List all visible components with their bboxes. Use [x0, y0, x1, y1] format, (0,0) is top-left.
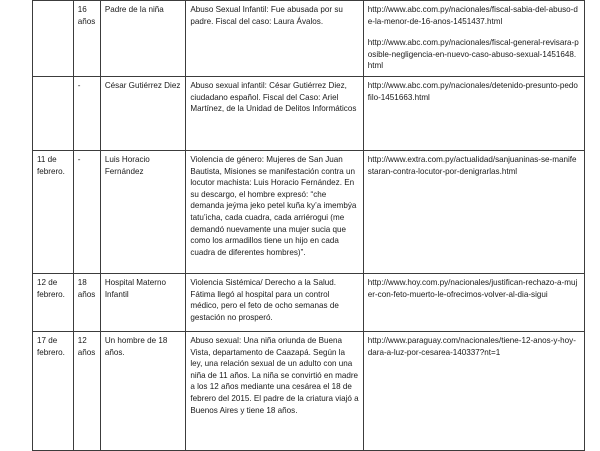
age-cell: - — [73, 151, 100, 274]
description-cell: Violencia Sistémica/ Derecho a la Salud. Fátima llegó al hospital para un control médico, pero el feto de ocho semanas de gestación no prosperó. — [186, 274, 363, 332]
source-cell — [363, 77, 584, 151]
source-cell — [363, 1, 584, 77]
aggressor-cell: Padre de la niña — [100, 1, 186, 77]
date-cell — [33, 77, 74, 151]
source-cell — [363, 274, 584, 332]
table-row — [33, 274, 585, 332]
table-row — [33, 1, 585, 77]
source-link[interactable]: http://www.abc.com.py/nacionales/detenido-presunto-pedofilo-1451663.html — [367, 81, 578, 102]
description-cell: Violencia de género: Mujeres de San Juan Bautista, Misiones se manifestación contra un locutor machista: Luis Horacio Fernández. En su descargo, el hombre expresó: “che demanda jeýma jeko petel kuña ky’a imembýa tatu’icha, cada cuadra, cada arriérogui (me demandó nuevamente una mujer sucia que como los armadillos tiene un hijo en cada cuadra de diferentes hombres)”. — [186, 151, 363, 274]
aggressor-cell: Un hombre de 18 años. — [100, 332, 186, 451]
description-cell: Abuso Sexual Infantil: Fue abusada por su padre. Fiscal del caso: Laura Ávalos. — [186, 1, 363, 77]
aggressor-cell: Luis Horacio Fernández — [100, 151, 186, 274]
source-cell — [363, 151, 584, 274]
age-cell: 16 años — [73, 1, 100, 77]
source-link[interactable]: http://www.hoy.com.py/nacionales/justifican-rechazo-a-mujer-con-feto-muerto-le-ofrecimos-volver-al-dia-sigui — [367, 278, 578, 299]
source-link[interactable]: http://www.abc.com.py/nacionales/fiscal-general-revisara-posible-negligencia-en-nuevo-caso-abuso-sexual-1451648.html — [367, 38, 579, 71]
date-cell: 11 de febrero. — [33, 151, 74, 274]
table-row — [33, 151, 585, 274]
age-cell: 18 años — [73, 274, 100, 332]
source-link[interactable]: http://www.paraguay.com/nacionales/tiene-12-anos-y-hoy-dara-a-luz-por-cesarea-140337?nt=1 — [367, 336, 576, 357]
source-cell — [363, 332, 584, 451]
date-cell: 12 de febrero. — [33, 274, 74, 332]
aggressor-cell: César Gutiérrez Diez — [100, 77, 186, 151]
age-cell: 12 años — [73, 332, 100, 451]
table-row — [33, 77, 585, 151]
source-link[interactable]: http://www.extra.com.py/actualidad/sanjuaninas-se-manifestaran-contra-locutor-por-denigrarlas.html — [367, 155, 577, 176]
description-cell: Abuso sexual: Una niña oriunda de Buena Vista, departamento de Caazapá. Según la ley, una relación sexual de un adulto con una niña de 11 años. La niña se convirtió en madre a los 12 años mediante una cesárea el 18 de febrero del 2015. El padre de la criatura viajó a Buenos Aires y tiene 18 años. — [186, 332, 363, 451]
cases-table — [32, 0, 585, 451]
aggressor-cell: Hospital Materno Infantil — [100, 274, 186, 332]
source-link[interactable]: http://www.abc.com.py/nacionales/fiscal-sabia-del-abuso-de-la-menor-de-16-anos-1451437.html — [367, 5, 578, 26]
date-cell: 17 de febrero. — [33, 332, 74, 451]
age-cell: - — [73, 77, 100, 151]
date-cell — [33, 1, 74, 77]
description-cell: Abuso sexual infantil: César Gutiérrez Diez, ciudadano español. Fiscal del Caso: Ariel Martínez, de la Unidad de Delitos Informáticos — [186, 77, 363, 151]
table-row — [33, 332, 585, 451]
